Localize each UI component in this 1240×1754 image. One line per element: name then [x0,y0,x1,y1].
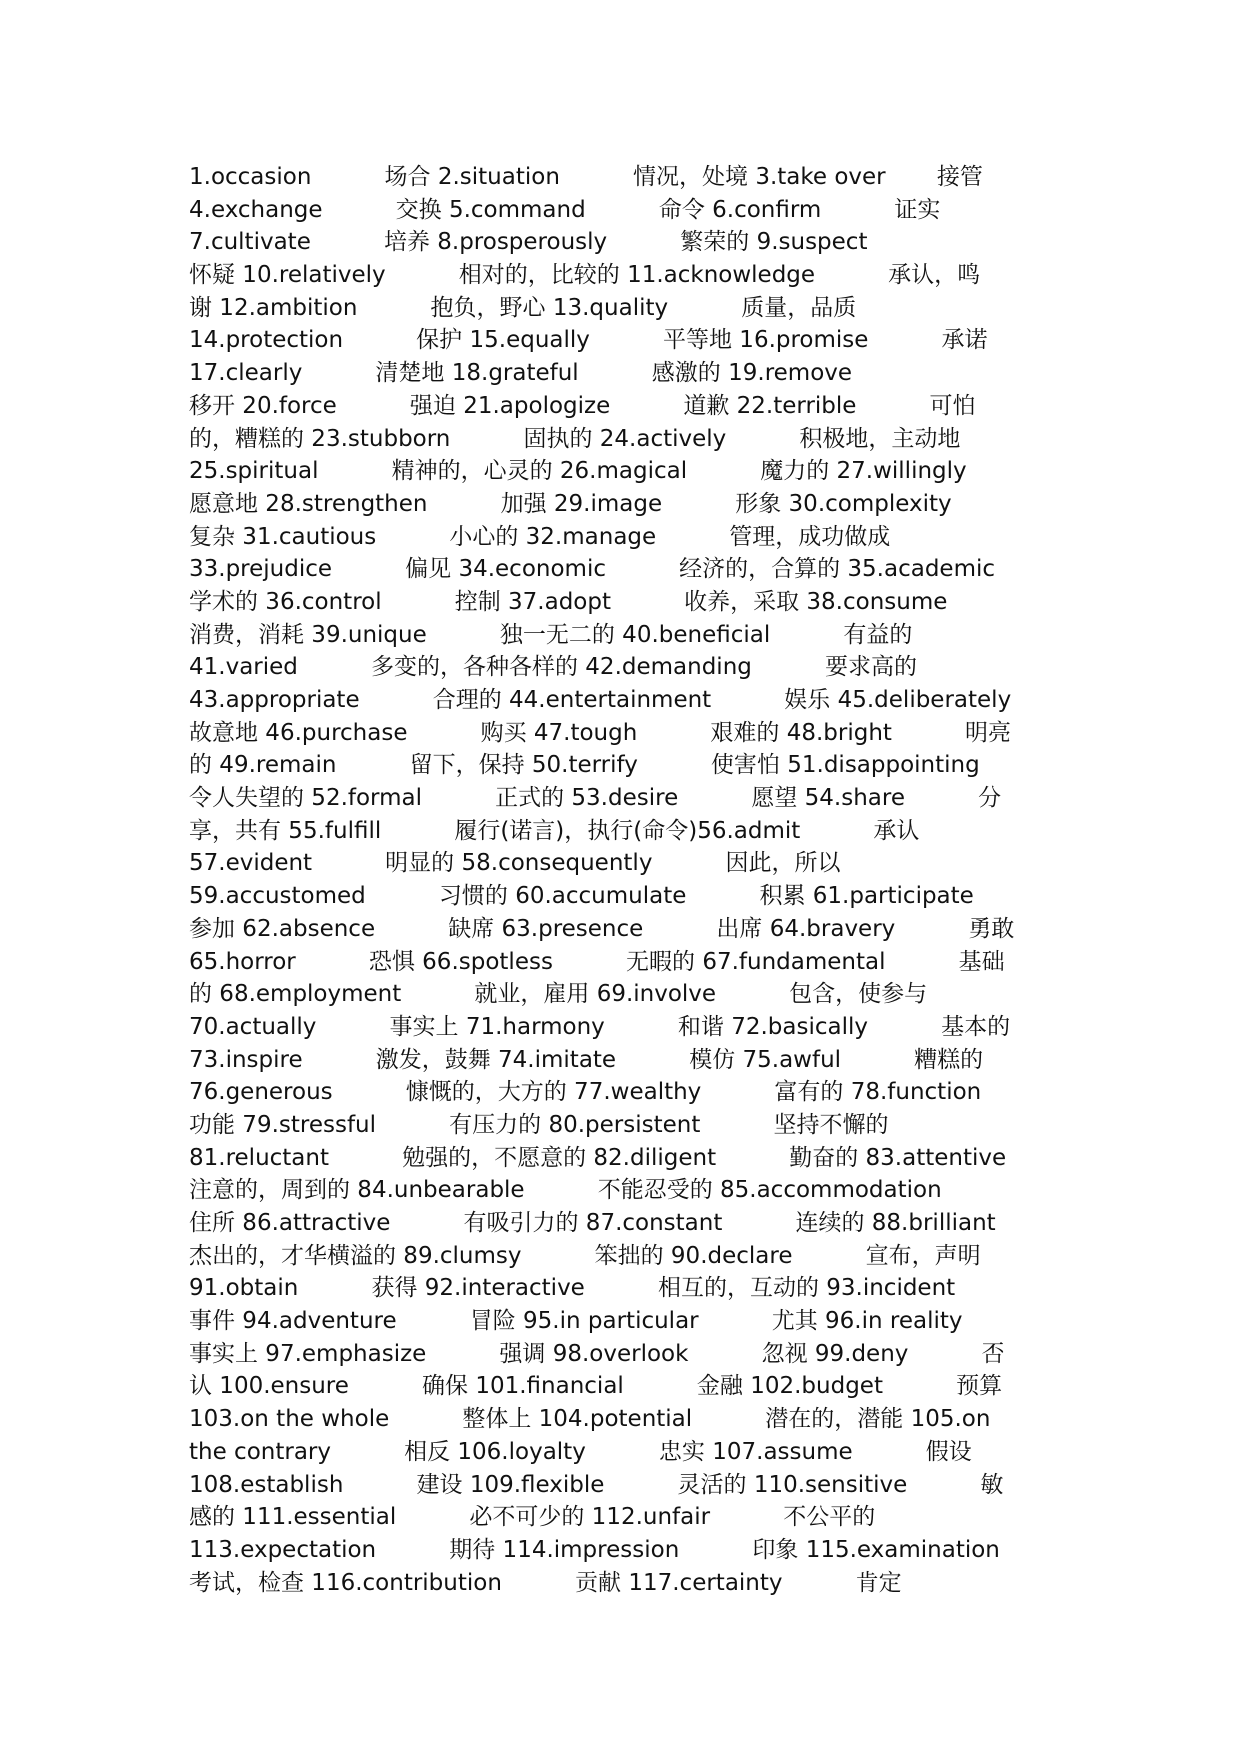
text-line: 25.spiritual 精神的，心灵的 26.magical 魔力的 27.willingly [189,458,967,485]
text-line: 感的 111.essential 必不可少的 112.unfair 不公平的 [189,1504,876,1531]
vocabulary-list [189,161,1069,1599]
text-line: 91.obtain 获得 92.interactive 相互的，互动的 93.incident [189,1275,956,1302]
text-line: 住所 86.attractive 有吸引力的 87.constant 连续的 88.brilliant [189,1210,996,1236]
text-line: 故意地 46.purchase 购买 47.tough 艰难的 48.bright 明亮 [189,719,1012,746]
text-line: 享，共有 55.fulfill 履行(诺言)，执行(命令)56.admit 承认 [189,817,920,844]
text-line: 参加 62.absence 缺席 63.presence 出席 64.bravery 勇敢 [189,915,1015,942]
text-line: 谢 12.ambition 抱负，野心 13.quality 质量，品质 [189,294,857,321]
text-line: 令人失望的 52.formal 正式的 53.desire 愿望 54.share 分 [189,785,1002,812]
text-line: 65.horror 恐惧 66.spotless 无暇的 67.fundamental 基础 [189,948,1005,975]
text-line: the contrary 相反 106.loyalty 忠实 107.assume 假设 [189,1438,972,1465]
text-line: 复杂 31.cautious 小心的 32.manage 管理，成功做成 [189,523,891,550]
text-line: 76.generous 慷慨的，大方的 77.wealthy 富有的 78.function [189,1079,982,1106]
text-line: 1.occasion 场合 2.situation 情况，处境 3.take over 接管 [189,164,983,190]
text-line: 事件 94.adventure 冒险 95.in particular 尤其 96.in reality [189,1308,963,1335]
text-line: 注意的，周到的 84.unbearable 不能忍受的 85.accommodation [189,1177,942,1204]
text-line: 113.expectation 期待 114.impression 印象 115.examination [189,1536,1000,1563]
text-line: 事实上 97.emphasize 强调 98.overlook 忽视 99.deny 否 [189,1340,1005,1367]
text-line: 43.appropriate 合理的 44.entertainment 娱乐 45.deliberately [189,687,1012,713]
text-line: 认 100.ensure 确保 101.financial 金融 102.budget 预算 [189,1373,1003,1400]
text-line: 功能 79.stressful 有压力的 80.persistent 坚持不懈的 [189,1111,889,1138]
text-line: 考试，检查 116.contribution 贡献 117.certainty 肯定 [189,1569,902,1596]
text-line: 的，糟糕的 23.stubborn 固执的 24.actively 积极地，主动地 [189,425,961,452]
text-line: 73.inspire 激发，鼓舞 74.imitate 模仿 75.awful 糟糕的 [189,1046,984,1073]
text-line: 17.clearly 清楚地 18.grateful 感激的 19.remove [189,360,853,387]
text-line: 消费，消耗 39.unique 独一无二的 40.beneficial 有益的 [189,621,913,648]
text-line: 4.exchange 交换 5.command 命令 6.confirm 证实 [189,196,941,223]
text-line: 14.protection 保护 15.equally 平等地 16.promise 承诺 [189,327,988,354]
text-line: 愿意地 28.strengthen 加强 29.image 形象 30.complexity [189,490,952,517]
text-line: 41.varied 多变的，各种各样的 42.demanding 要求高的 [189,654,917,681]
text-line: 103.on the whole 整体上 104.potential 潜在的，潜能 105.on [189,1406,991,1433]
text-line: 的 68.employment 就业，雇用 69.involve 包含，使参与 [189,981,928,1008]
text-line: 7.cultivate 培养 8.prosperously 繁荣的 9.suspect [189,229,868,256]
text-line: 59.accustomed 习惯的 60.accumulate 积累 61.participate [189,883,974,910]
text-line: 57.evident 明显的 58.consequently 因此，所以 [189,850,841,877]
text-line: 移开 20.force 强迫 21.apologize 道歉 22.terrible 可怕 [189,392,976,419]
text-line: 的 49.remain 留下，保持 50.terrify 使害怕 51.disappointing [189,752,980,779]
text-line: 怀疑 10.relatively 相对的，比较的 11.acknowledge 承认，鸣 [189,262,981,289]
text-line: 杰出的，才华横溢的 89.clumsy 笨拙的 90.declare 宣布，声明 [189,1242,981,1269]
text-line: 108.establish 建设 109.flexible 灵活的 110.sensitive 敏 [189,1471,1004,1498]
text-line: 70.actually 事实上 71.harmony 和谐 72.basically 基本的 [189,1013,1011,1040]
text-line: 81.reluctant 勉强的，不愿意的 82.diligent 勤奋的 83.attentive [189,1144,1007,1171]
text-line: 33.prejudice 偏见 34.economic 经济的，合算的 35.academic [189,556,996,583]
text-line: 学术的 36.control 控制 37.adopt 收养，采取 38.consume [189,588,948,615]
